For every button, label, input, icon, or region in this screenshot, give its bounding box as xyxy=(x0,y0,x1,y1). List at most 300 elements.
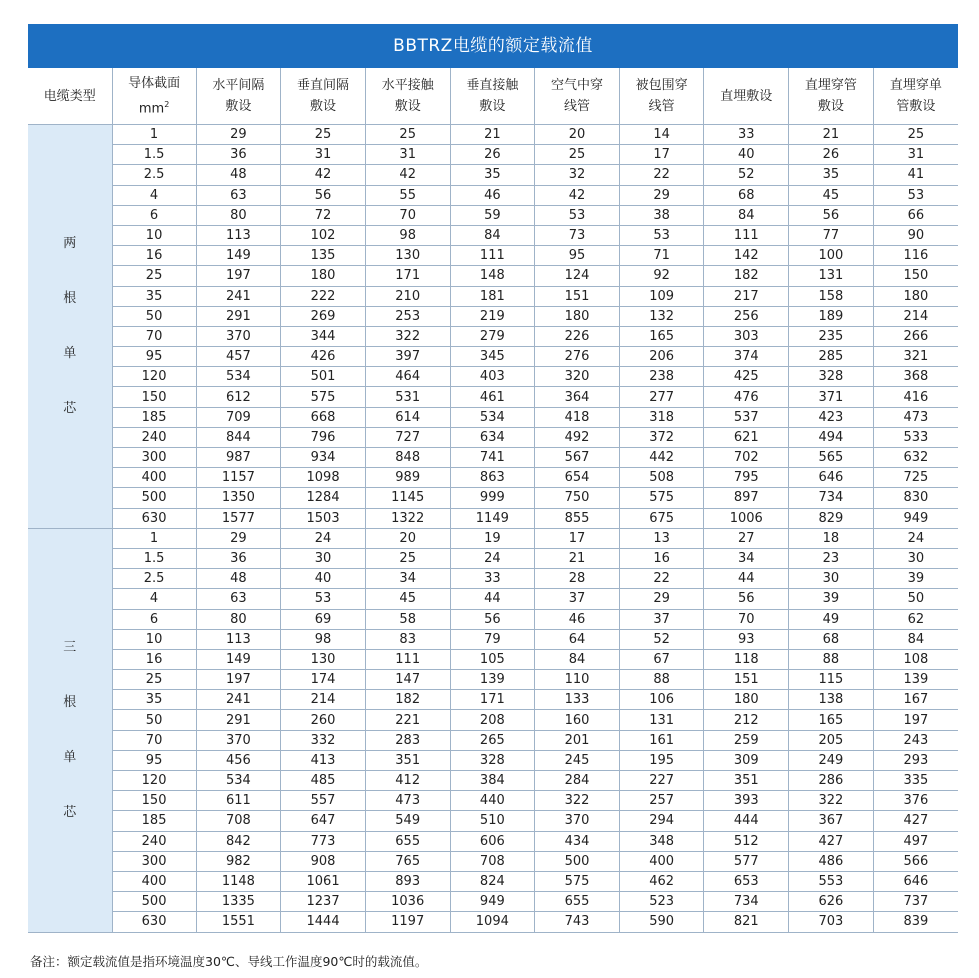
ampacity-cell: 210 xyxy=(365,286,450,306)
ampacity-cell: 66 xyxy=(873,205,958,225)
ampacity-cell: 31 xyxy=(365,145,450,165)
header-section-label: 导体截面 xyxy=(128,75,181,91)
ampacity-cell: 174 xyxy=(281,670,366,690)
section-cell: 50 xyxy=(112,710,196,730)
ampacity-cell: 80 xyxy=(196,609,281,629)
ampacity-cell: 364 xyxy=(535,387,620,407)
ampacity-cell: 328 xyxy=(789,367,874,387)
ampacity-cell: 214 xyxy=(281,690,366,710)
ampacity-cell: 848 xyxy=(365,448,450,468)
section-cell: 630 xyxy=(112,508,196,528)
ampacity-cell: 989 xyxy=(365,468,450,488)
ampacity-cell: 84 xyxy=(704,205,789,225)
ampacity-cell: 486 xyxy=(789,851,874,871)
ampacity-cell: 130 xyxy=(281,649,366,669)
ampacity-cell: 115 xyxy=(789,670,874,690)
ampacity-cell: 32 xyxy=(535,165,620,185)
ampacity-cell: 35 xyxy=(450,165,535,185)
ampacity-cell: 534 xyxy=(450,407,535,427)
section-cell: 300 xyxy=(112,851,196,871)
table-row xyxy=(28,225,958,245)
ampacity-cell: 427 xyxy=(873,811,958,831)
table-row xyxy=(28,347,958,367)
ampacity-cell: 557 xyxy=(281,791,366,811)
ampacity-cell: 22 xyxy=(619,165,704,185)
ampacity-cell: 49 xyxy=(789,609,874,629)
header-line1: 直埋敷设 xyxy=(720,88,773,104)
ampacity-cell: 1149 xyxy=(450,508,535,528)
ampacity-cell: 165 xyxy=(619,326,704,346)
ampacity-cell: 38 xyxy=(619,205,704,225)
ampacity-cell: 322 xyxy=(789,791,874,811)
ampacity-cell: 318 xyxy=(619,407,704,427)
ampacity-cell: 31 xyxy=(281,145,366,165)
ampacity-cell: 283 xyxy=(365,730,450,750)
ampacity-cell: 18 xyxy=(789,528,874,548)
ampacity-cell: 549 xyxy=(365,811,450,831)
ampacity-cell: 765 xyxy=(365,851,450,871)
ampacity-cell: 62 xyxy=(873,609,958,629)
ampacity-cell: 277 xyxy=(619,387,704,407)
ampacity-cell: 41 xyxy=(873,165,958,185)
table-row xyxy=(28,609,958,629)
ampacity-cell: 52 xyxy=(619,629,704,649)
ampacity-cell: 476 xyxy=(704,387,789,407)
table-row xyxy=(28,750,958,770)
section-cell: 150 xyxy=(112,387,196,407)
ampacity-cell: 376 xyxy=(873,791,958,811)
ampacity-cell: 27 xyxy=(704,528,789,548)
ampacity-cell: 537 xyxy=(704,407,789,427)
ampacity-cell: 897 xyxy=(704,488,789,508)
ampacity-cell: 328 xyxy=(450,750,535,770)
ampacity-cell: 893 xyxy=(365,871,450,891)
section-cell: 240 xyxy=(112,427,196,447)
ampacity-cell: 124 xyxy=(535,266,620,286)
ampacity-cell: 30 xyxy=(789,569,874,589)
table-title: BBTRZ电缆的额定载流值 xyxy=(28,24,958,68)
section-cell: 185 xyxy=(112,811,196,831)
ampacity-cell: 151 xyxy=(704,670,789,690)
header-col xyxy=(365,68,450,125)
ampacity-cell: 413 xyxy=(281,750,366,770)
ampacity-cell: 182 xyxy=(365,690,450,710)
section-cell: 95 xyxy=(112,750,196,770)
ampacity-cell: 553 xyxy=(789,871,874,891)
ampacity-cell: 321 xyxy=(873,347,958,367)
ampacity-cell: 368 xyxy=(873,367,958,387)
ampacity-cell: 844 xyxy=(196,427,281,447)
ampacity-cell: 249 xyxy=(789,750,874,770)
ampacity-cell: 180 xyxy=(281,266,366,286)
ampacity-cell: 33 xyxy=(450,569,535,589)
header-line1: 垂直间隔 xyxy=(297,78,350,93)
section-cell: 630 xyxy=(112,912,196,932)
table-row xyxy=(28,528,958,548)
ampacity-cell: 44 xyxy=(450,589,535,609)
ampacity-cell: 58 xyxy=(365,609,450,629)
table-row xyxy=(28,892,958,912)
table-row xyxy=(28,912,958,932)
ampacity-cell: 48 xyxy=(196,165,281,185)
ampacity-cell: 374 xyxy=(704,347,789,367)
ampacity-cell: 63 xyxy=(196,185,281,205)
table-row xyxy=(28,710,958,730)
ampacity-cell: 92 xyxy=(619,266,704,286)
ampacity-cell: 462 xyxy=(619,871,704,891)
ampacity-cell: 725 xyxy=(873,468,958,488)
ampacity-cell: 208 xyxy=(450,710,535,730)
ampacity-cell: 855 xyxy=(535,508,620,528)
section-cell: 2.5 xyxy=(112,165,196,185)
ampacity-cell: 44 xyxy=(704,569,789,589)
ampacity-cell: 227 xyxy=(619,771,704,791)
section-cell: 25 xyxy=(112,266,196,286)
cable-type-char: 两 xyxy=(63,236,77,252)
ampacity-cell: 29 xyxy=(196,125,281,145)
ampacity-cell: 68 xyxy=(789,629,874,649)
ampacity-cell: 260 xyxy=(281,710,366,730)
table-row xyxy=(28,851,958,871)
ampacity-cell: 142 xyxy=(704,246,789,266)
ampacity-cell: 113 xyxy=(196,629,281,649)
ampacity-cell: 508 xyxy=(619,468,704,488)
table-row xyxy=(28,548,958,568)
ampacity-cell: 303 xyxy=(704,326,789,346)
table-row xyxy=(28,185,958,205)
ampacity-cell: 111 xyxy=(450,246,535,266)
ampacity-cell: 206 xyxy=(619,347,704,367)
ampacity-cell: 139 xyxy=(873,670,958,690)
ampacity-cell: 88 xyxy=(619,670,704,690)
ampacity-cell: 53 xyxy=(619,225,704,245)
ampacity-cell: 70 xyxy=(365,205,450,225)
cable-type-char: 根 xyxy=(63,695,77,711)
ampacity-cell: 222 xyxy=(281,286,366,306)
ampacity-cell: 335 xyxy=(873,771,958,791)
ampacity-cell: 73 xyxy=(535,225,620,245)
ampacity-cell: 116 xyxy=(873,246,958,266)
ampacity-cell: 655 xyxy=(535,892,620,912)
section-cell: 4 xyxy=(112,589,196,609)
ampacity-cell: 35 xyxy=(789,165,874,185)
ampacity-cell: 17 xyxy=(535,528,620,548)
ampacity-cell: 59 xyxy=(450,205,535,225)
ampacity-cell: 1551 xyxy=(196,912,281,932)
ampacity-cell: 24 xyxy=(281,528,366,548)
section-cell: 35 xyxy=(112,286,196,306)
table-row xyxy=(28,468,958,488)
ampacity-cell: 56 xyxy=(704,589,789,609)
section-cell: 400 xyxy=(112,468,196,488)
ampacity-cell: 492 xyxy=(535,427,620,447)
ampacity-cell: 36 xyxy=(196,548,281,568)
ampacity-cell: 372 xyxy=(619,427,704,447)
ampacity-cell: 14 xyxy=(619,125,704,145)
ampacity-cell: 444 xyxy=(704,811,789,831)
header-line2: 管敷设 xyxy=(896,99,936,114)
table-row xyxy=(28,488,958,508)
ampacity-cell: 371 xyxy=(789,387,874,407)
section-cell: 400 xyxy=(112,871,196,891)
ampacity-cell: 285 xyxy=(789,347,874,367)
ampacity-cell: 42 xyxy=(535,185,620,205)
ampacity-cell: 566 xyxy=(873,851,958,871)
ampacity-cell: 987 xyxy=(196,448,281,468)
ampacity-cell: 284 xyxy=(535,771,620,791)
section-cell: 500 xyxy=(112,488,196,508)
table-row xyxy=(28,569,958,589)
ampacity-cell: 197 xyxy=(873,710,958,730)
ampacity-cell: 332 xyxy=(281,730,366,750)
ampacity-cell: 253 xyxy=(365,306,450,326)
section-cell: 6 xyxy=(112,609,196,629)
ampacity-cell: 25 xyxy=(365,125,450,145)
ampacity-cell: 160 xyxy=(535,710,620,730)
ampacity-cell: 345 xyxy=(450,347,535,367)
ampacity-cell: 72 xyxy=(281,205,366,225)
ampacity-cell: 84 xyxy=(873,629,958,649)
ampacity-cell: 56 xyxy=(281,185,366,205)
ampacity-cell: 1335 xyxy=(196,892,281,912)
ampacity-cell: 201 xyxy=(535,730,620,750)
table-row xyxy=(28,690,958,710)
ampacity-cell: 734 xyxy=(704,892,789,912)
ampacity-cell: 24 xyxy=(450,548,535,568)
table-row xyxy=(28,730,958,750)
ampacity-cell: 440 xyxy=(450,791,535,811)
ampacity-cell: 675 xyxy=(619,508,704,528)
ampacity-cell: 40 xyxy=(704,145,789,165)
ampacity-cell: 36 xyxy=(196,145,281,165)
ampacity-cell: 13 xyxy=(619,528,704,548)
ampacity-cell: 842 xyxy=(196,831,281,851)
ampacity-cell: 1237 xyxy=(281,892,366,912)
ampacity-cell: 949 xyxy=(873,508,958,528)
ampacity-cell: 646 xyxy=(789,468,874,488)
ampacity-cell: 1148 xyxy=(196,871,281,891)
header-line2: 敷设 xyxy=(479,99,506,114)
ampacity-cell: 750 xyxy=(535,488,620,508)
ampacity-cell: 226 xyxy=(535,326,620,346)
header-col xyxy=(450,68,535,125)
ampacity-cell: 575 xyxy=(535,871,620,891)
ampacity-cell: 934 xyxy=(281,448,366,468)
section-cell: 1.5 xyxy=(112,145,196,165)
ampacity-cell: 182 xyxy=(704,266,789,286)
ampacity-cell: 427 xyxy=(789,831,874,851)
table-row xyxy=(28,125,958,145)
table-row xyxy=(28,387,958,407)
ampacity-cell: 829 xyxy=(789,508,874,528)
ampacity-cell: 197 xyxy=(196,266,281,286)
ampacity-cell: 131 xyxy=(789,266,874,286)
ampacity-cell: 575 xyxy=(281,387,366,407)
header-line1: 直埋穿单 xyxy=(889,78,942,93)
ampacity-cell: 456 xyxy=(196,750,281,770)
ampacity-cell: 245 xyxy=(535,750,620,770)
ampacity-cell: 796 xyxy=(281,427,366,447)
ampacity-cell: 53 xyxy=(281,589,366,609)
ampacity-cell: 243 xyxy=(873,730,958,750)
ampacity-cell: 370 xyxy=(196,730,281,750)
header-line1: 水平间隔 xyxy=(212,78,265,93)
ampacity-cell: 982 xyxy=(196,851,281,871)
ampacity-cell: 457 xyxy=(196,347,281,367)
ampacity-cell: 1350 xyxy=(196,488,281,508)
ampacity-cell: 161 xyxy=(619,730,704,750)
ampacity-cell: 416 xyxy=(873,387,958,407)
ampacity-cell: 100 xyxy=(789,246,874,266)
ampacity-cell: 257 xyxy=(619,791,704,811)
ampacity-cell: 131 xyxy=(619,710,704,730)
ampacity-cell: 84 xyxy=(450,225,535,245)
table-row xyxy=(28,871,958,891)
ampacity-cell: 741 xyxy=(450,448,535,468)
ampacity-cell: 999 xyxy=(450,488,535,508)
ampacity-cell: 84 xyxy=(535,649,620,669)
table-row xyxy=(28,326,958,346)
ampacity-cell: 351 xyxy=(365,750,450,770)
ampacity-cell: 611 xyxy=(196,791,281,811)
ampacity-cell: 241 xyxy=(196,286,281,306)
ampacity-cell: 567 xyxy=(535,448,620,468)
section-cell: 10 xyxy=(112,225,196,245)
ampacity-cell: 56 xyxy=(789,205,874,225)
header-col xyxy=(873,68,958,125)
table-body xyxy=(28,125,958,933)
ampacity-cell: 708 xyxy=(196,811,281,831)
ampacity-cell: 322 xyxy=(535,791,620,811)
ampacity-cell: 839 xyxy=(873,912,958,932)
ampacity-cell: 16 xyxy=(619,548,704,568)
ampacity-cell: 418 xyxy=(535,407,620,427)
ampacity-cell: 70 xyxy=(704,609,789,629)
header-row xyxy=(28,68,958,125)
ampacity-cell: 501 xyxy=(281,367,366,387)
header-section xyxy=(112,68,196,125)
ampacity-cell: 23 xyxy=(789,548,874,568)
table-row xyxy=(28,831,958,851)
ampacity-cell: 863 xyxy=(450,468,535,488)
ampacity-cell: 106 xyxy=(619,690,704,710)
ampacity-cell: 50 xyxy=(873,589,958,609)
ampacity-cell: 132 xyxy=(619,306,704,326)
ampacity-cell: 256 xyxy=(704,306,789,326)
ampacity-cell: 111 xyxy=(365,649,450,669)
ampacity-cell: 25 xyxy=(535,145,620,165)
ampacity-cell: 621 xyxy=(704,427,789,447)
ampacity-cell: 534 xyxy=(196,367,281,387)
ampacity-cell: 133 xyxy=(535,690,620,710)
section-cell: 16 xyxy=(112,649,196,669)
ampacity-cell: 1284 xyxy=(281,488,366,508)
ampacity-cell: 1094 xyxy=(450,912,535,932)
ampacity-cell: 83 xyxy=(365,629,450,649)
ampacity-cell: 25 xyxy=(281,125,366,145)
ampacity-cell: 743 xyxy=(535,912,620,932)
ampacity-cell: 734 xyxy=(789,488,874,508)
ampacity-cell: 158 xyxy=(789,286,874,306)
ampacity-cell: 464 xyxy=(365,367,450,387)
section-cell: 150 xyxy=(112,791,196,811)
header-line2: 敷设 xyxy=(225,99,252,114)
ampacity-cell: 266 xyxy=(873,326,958,346)
ampacity-cell: 269 xyxy=(281,306,366,326)
cable-type-char: 芯 xyxy=(63,401,77,417)
ampacity-cell: 181 xyxy=(450,286,535,306)
ampacity-cell: 150 xyxy=(873,266,958,286)
table-row xyxy=(28,145,958,165)
ampacity-cell: 737 xyxy=(873,892,958,912)
section-cell: 1 xyxy=(112,528,196,548)
section-cell: 10 xyxy=(112,629,196,649)
header-line1: 水平接触 xyxy=(381,78,434,93)
table-row xyxy=(28,306,958,326)
ampacity-cell: 534 xyxy=(196,771,281,791)
ampacity-cell: 510 xyxy=(450,811,535,831)
ampacity-cell: 1197 xyxy=(365,912,450,932)
ampacity-cell: 130 xyxy=(365,246,450,266)
ampacity-cell: 111 xyxy=(704,225,789,245)
ampacity-cell: 22 xyxy=(619,569,704,589)
ampacity-cell: 110 xyxy=(535,670,620,690)
ampacity-cell: 367 xyxy=(789,811,874,831)
section-cell: 35 xyxy=(112,690,196,710)
ampacity-cell: 165 xyxy=(789,710,874,730)
ampacity-cell: 276 xyxy=(535,347,620,367)
ampacity-cell: 219 xyxy=(450,306,535,326)
ampacity-cell: 90 xyxy=(873,225,958,245)
header-line2: 线管 xyxy=(648,99,675,114)
ampacity-cell: 33 xyxy=(704,125,789,145)
ampacity-cell: 351 xyxy=(704,771,789,791)
ampacity-cell: 531 xyxy=(365,387,450,407)
ampacity-cell: 908 xyxy=(281,851,366,871)
ampacity-cell: 167 xyxy=(873,690,958,710)
ampacity-cell: 709 xyxy=(196,407,281,427)
header-col xyxy=(789,68,874,125)
section-cell: 1 xyxy=(112,125,196,145)
ampacity-cell: 1503 xyxy=(281,508,366,528)
ampacity-cell: 180 xyxy=(873,286,958,306)
section-cell: 1.5 xyxy=(112,548,196,568)
ampacity-cell: 55 xyxy=(365,185,450,205)
ampacity-cell: 29 xyxy=(619,589,704,609)
cable-type-char: 根 xyxy=(63,291,77,307)
ampacity-cell: 212 xyxy=(704,710,789,730)
ampacity-cell: 606 xyxy=(450,831,535,851)
ampacity-cell: 412 xyxy=(365,771,450,791)
ampacity-cell: 795 xyxy=(704,468,789,488)
ampacity-cell: 68 xyxy=(704,185,789,205)
ampacity-cell: 1577 xyxy=(196,508,281,528)
table-row xyxy=(28,771,958,791)
ampacity-cell: 95 xyxy=(535,246,620,266)
ampacity-cell: 1006 xyxy=(704,508,789,528)
ampacity-cell: 53 xyxy=(873,185,958,205)
ampacity-cell: 64 xyxy=(535,629,620,649)
ampacity-cell: 52 xyxy=(704,165,789,185)
ampacity-cell: 45 xyxy=(365,589,450,609)
ampacity-cell: 80 xyxy=(196,205,281,225)
ampacity-cell: 1157 xyxy=(196,468,281,488)
ampacity-cell: 1036 xyxy=(365,892,450,912)
header-line2: 线管 xyxy=(563,99,590,114)
ampacity-cell: 69 xyxy=(281,609,366,629)
ampacity-cell: 113 xyxy=(196,225,281,245)
table-row xyxy=(28,286,958,306)
